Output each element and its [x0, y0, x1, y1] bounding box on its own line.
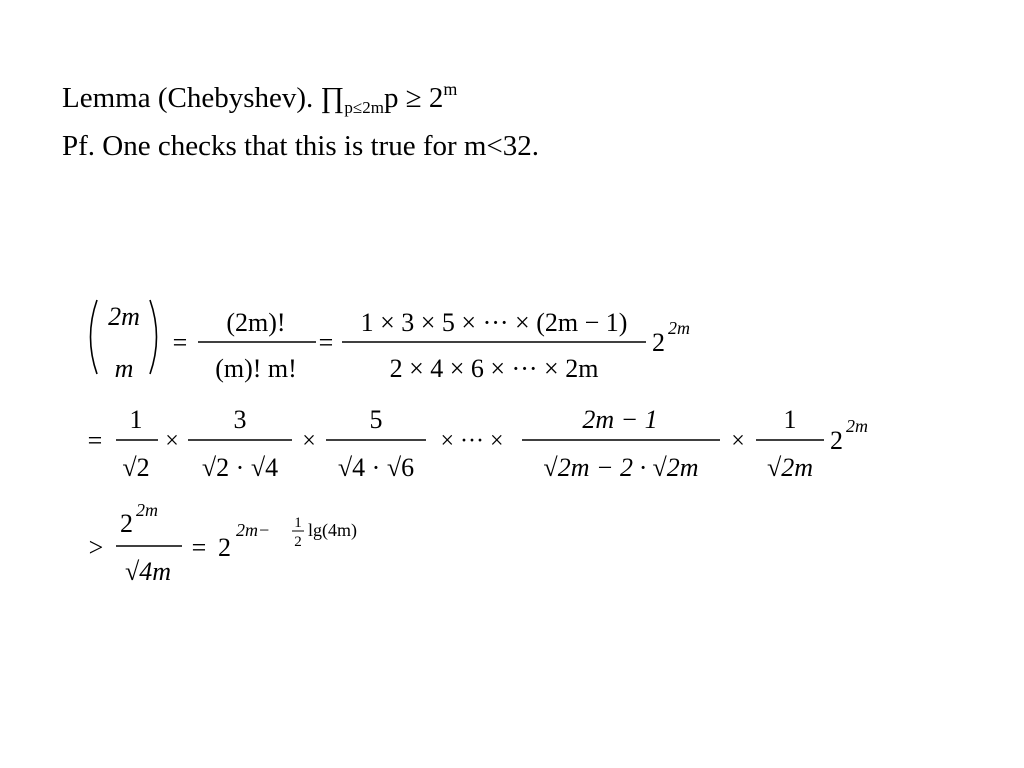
product-symbol: ∏: [320, 82, 345, 114]
fraction1-denominator: (m)! m!: [215, 354, 297, 383]
factor2-denominator: √2 · √4: [201, 453, 279, 482]
factor5-numerator: 1: [783, 405, 797, 434]
binomial-left-paren: [91, 300, 98, 374]
rhs-power-base: 2: [218, 533, 231, 562]
times-sign: ×: [302, 428, 316, 454]
factor3-numerator: 5: [369, 405, 383, 434]
factor2-numerator: 3: [233, 405, 247, 434]
rhs-exponent-tail: lg(4m): [308, 520, 357, 540]
factor5-denominator: √2m: [766, 453, 814, 482]
rhs-half-numerator: 1: [294, 515, 302, 531]
power-exponent: 2m: [846, 416, 868, 436]
fraction2-numerator: 1 × 3 × 5 × ··· × (2m − 1): [360, 308, 628, 337]
binomial-right-paren: [150, 300, 157, 374]
equals-sign: =: [318, 328, 334, 357]
power-base: 2: [830, 426, 843, 455]
denominator: √4m: [124, 557, 172, 586]
power-exponent: 2m: [668, 318, 690, 338]
equals-sign: =: [191, 533, 207, 562]
lemma-label: Lemma (Chebyshev).: [62, 82, 314, 114]
binomial-bottom: m: [114, 354, 134, 383]
bound-base: 2: [428, 82, 444, 114]
factor3-denominator: √4 · √6: [337, 453, 415, 482]
rhs-half-denominator: 2: [294, 534, 302, 550]
proof-line: Pf. One checks that this is true for m<32.: [62, 130, 540, 162]
equals-sign: =: [87, 426, 103, 455]
times-sign: ×: [165, 428, 179, 454]
factor1-denominator: √2: [122, 453, 150, 482]
fraction2-denominator: 2 × 4 × 6 × ··· × 2m: [389, 354, 599, 383]
factor1-numerator: 1: [129, 405, 143, 434]
rhs-exponent-lead: 2m−: [236, 520, 271, 540]
binomial-top: 2m: [108, 302, 140, 331]
equation-line-3: [89, 500, 357, 586]
product-variable: p: [383, 82, 399, 114]
factor4-denominator: √2m − 2 · √2m: [543, 453, 699, 482]
greater-than-sign: >: [88, 533, 104, 562]
numerator-base: 2: [120, 509, 133, 538]
equals-sign: =: [172, 328, 188, 357]
relation-symbol: ≥: [405, 82, 422, 114]
factor4-numerator: 2m − 1: [582, 405, 658, 434]
product-subscript: p≤2m: [344, 98, 384, 117]
fraction1-numerator: (2m)!: [226, 308, 286, 337]
numerator-exponent: 2m: [136, 500, 158, 520]
bound-exponent: m: [443, 79, 458, 99]
equation-line-2: [88, 405, 868, 482]
ellipsis-product: × ··· ×: [440, 428, 504, 454]
equation-line-1: [91, 300, 691, 383]
times-sign: ×: [731, 428, 745, 454]
power-base: 2: [652, 328, 665, 357]
